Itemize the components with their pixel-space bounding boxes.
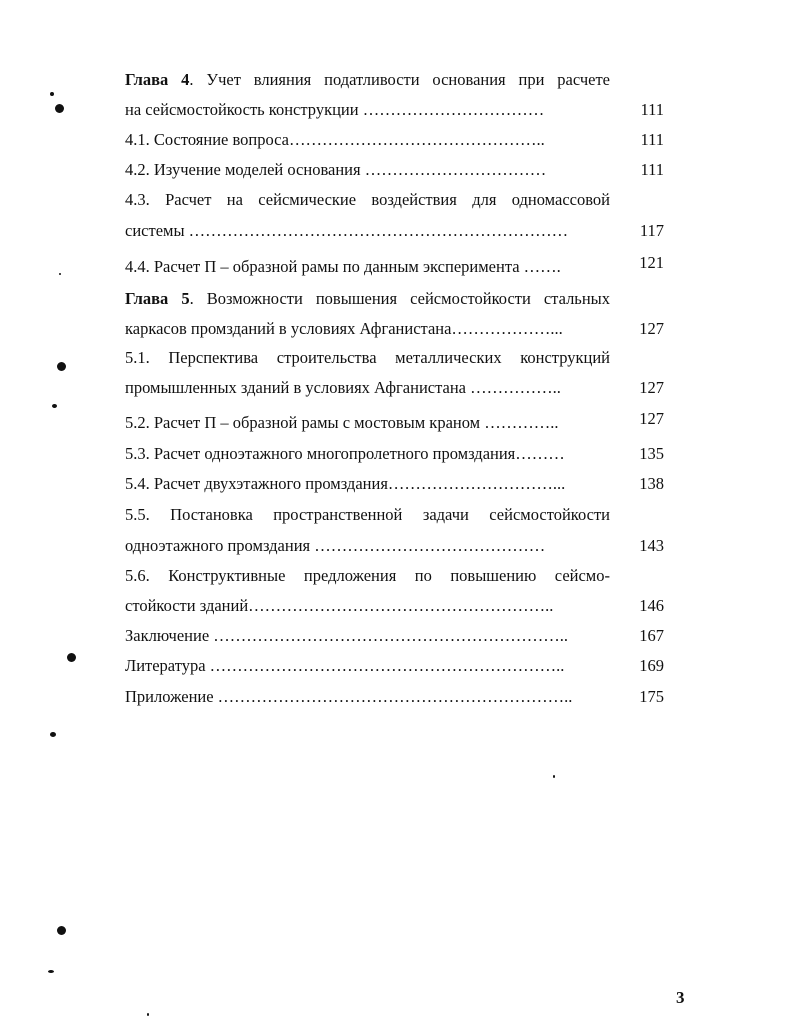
toc-chapter-4-title-line1 <box>125 69 610 91</box>
scan-speck <box>52 404 57 408</box>
toc-page-number: 127 <box>639 378 664 397</box>
toc-entry-4-2: 4.2. Изучение моделей основания …………………………… <box>125 160 547 179</box>
toc-page-number: 117 <box>639 221 664 240</box>
toc-entry-5-4: 5.4. Расчет двухэтажного промздания…………………………... <box>125 474 566 493</box>
scan-speck <box>147 1013 149 1016</box>
scan-speck <box>55 104 64 113</box>
scan-speck <box>67 653 76 662</box>
toc-entry-conclusion: Заключение ……………………………………………………….. <box>125 626 569 645</box>
toc-page-number: 169 <box>639 656 664 675</box>
toc-entry-5-3: 5.3. Расчет одноэтажного многопролетного промздания……… <box>125 444 565 463</box>
toc-entry-4-3-line1: 4.3. Расчет на сейсмические воздействия для одномассовой <box>125 190 610 209</box>
scan-speck <box>57 362 66 371</box>
scan-speck <box>48 970 54 973</box>
toc-entry-5-5-line2: одноэтажного промздания …………………………………… <box>125 536 546 555</box>
chapter-title-rest: . Возможности повышения сейсмостойкости стальных <box>189 289 610 308</box>
scan-speck <box>553 775 555 778</box>
toc-entry-5-6-line2: стойкости зданий……………………………………………….. <box>125 596 554 615</box>
toc-chapter-5-title-line2: каркасов промзданий в условиях Афганистана………………... <box>125 319 563 338</box>
toc-entry-5-6-line1: 5.6. Конструктивные предложения по повышению сейсмо- <box>125 566 610 585</box>
toc-chapter-5-title-line1 <box>125 288 610 310</box>
toc-page-number: 111 <box>640 130 664 149</box>
toc-entry-4-1: 4.1. Состояние вопроса……………………………………….. <box>125 130 545 149</box>
toc-entry-4-3-line2: системы …………………………………………………………… <box>125 221 569 240</box>
toc-page-number: 175 <box>639 687 664 706</box>
page-number: 3 <box>676 988 685 1007</box>
toc-page-number: 143 <box>639 536 664 555</box>
toc-chapter-4-title-line2: на сейсмостойкость конструкции …………………………… <box>125 100 545 119</box>
scan-speck <box>59 273 61 275</box>
toc-page-number: 111 <box>640 100 664 119</box>
scan-speck <box>50 732 56 737</box>
toc-page-number: 127 <box>639 409 664 428</box>
toc-page-number: 138 <box>639 474 664 493</box>
toc-entry-5-1-line2: промышленных зданий в условиях Афганистана …………….. <box>125 378 561 397</box>
chapter-title-rest: . Учет влияния податливости основания при расчете <box>189 70 610 89</box>
toc-page-number: 135 <box>639 444 664 463</box>
toc-page-number: 127 <box>639 319 664 338</box>
scan-speck <box>57 926 66 935</box>
toc-entry-5-2: 5.2. Расчет П – образной рамы с мостовым краном ………….. <box>125 413 559 432</box>
toc-page-number: 121 <box>639 253 664 272</box>
toc-page-number: 167 <box>639 626 664 645</box>
toc-entry-5-5-line1: 5.5. Постановка пространственной задачи сейсмостойкости <box>125 505 610 524</box>
chapter-label: Глава 5 <box>125 289 190 308</box>
scan-speck <box>50 92 54 96</box>
toc-entry-4-4: 4.4. Расчет П – образной рамы по данным эксперимента ……. <box>125 257 561 276</box>
chapter-label: Глава 4 <box>125 70 190 89</box>
toc-entry-5-1-line1: 5.1. Перспектива строительства металлических конструкций <box>125 348 610 367</box>
toc-entry-references: Литература ……………………………………………………….. <box>125 656 565 675</box>
toc-page-number: 111 <box>640 160 664 179</box>
toc-page-number: 146 <box>639 596 664 615</box>
toc-entry-appendix: Приложение ……………………………………………………….. <box>125 687 573 706</box>
